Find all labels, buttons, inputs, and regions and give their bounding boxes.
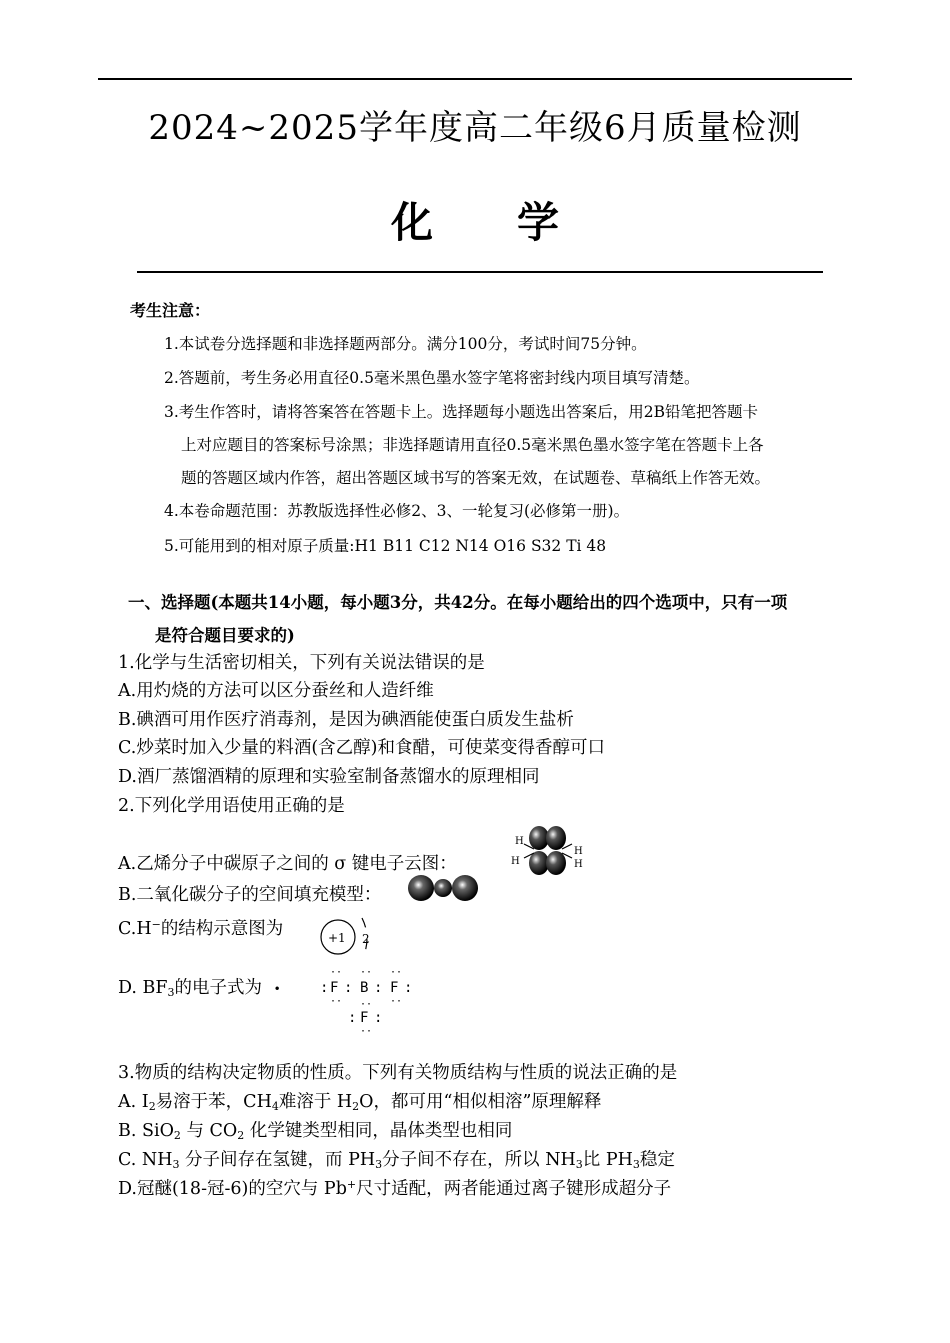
q2-option-a: A.乙烯分子中碳原子之间的 σ 键电子云图： <box>118 854 457 874</box>
q1-option-b: B.碘酒可用作医疗消毒剂，是因为碘酒能使蛋白质发生盐析 <box>118 710 574 730</box>
svg-text::: : <box>344 980 353 996</box>
exam-title: 2024~2025学年度高二年级6月质量检测 <box>148 108 802 148</box>
svg-text:F: F <box>330 980 339 996</box>
q1-option-a: A.用灼烧的方法可以区分蚕丝和人造纤维 <box>118 681 434 701</box>
q2-option-c: C.H−的结构示意图为 <box>118 918 284 939</box>
note-item: 5.可能用到的相对原子质量:H1 B11 C12 N14 O16 S32 Ti 48 <box>164 537 607 555</box>
top-rule <box>98 78 852 80</box>
note-item: 4.本卷命题范围：苏教版选择性必修2、3、一轮复习(必修第一册)。 <box>164 502 630 520</box>
svg-text:··: ·· <box>360 999 373 1010</box>
svg-text:··: ·· <box>330 996 343 1007</box>
orbital-lobe <box>546 826 566 850</box>
subject-rule <box>137 271 823 273</box>
svg-text:··: ·· <box>390 996 403 1007</box>
note-item: 1.本试卷分选择题和非选择题两部分。满分100分，考试时间75分钟。 <box>164 335 647 353</box>
orbital-lobe <box>546 851 566 875</box>
q3-option-d: D.冠醚(18-冠-6)的空穴与 Pb+尺寸适配，两者能通过离子键形成超分子 <box>118 1178 672 1199</box>
sigma-bond-cloud-image <box>508 822 588 882</box>
note-item: 2.答题前，考生务必用直径0.5毫米黑色墨水签字笔将密封线内项目填写清楚。 <box>164 369 700 387</box>
svg-text:··: ·· <box>390 967 403 978</box>
svg-text:F: F <box>360 1010 369 1026</box>
note-item: 上对应题目的答案标号涂黑；非选择题请用直径0.5毫米黑色墨水签字笔在答题卡上各 <box>181 436 764 454</box>
q1-option-c: C.炒菜时加入少量的料酒(含乙醇)和食醋，可使菜变得香醇可口 <box>118 738 605 758</box>
svg-text::: : <box>404 980 413 996</box>
h-label: H <box>511 856 520 867</box>
section-heading: 一、选择题(本题共14小题，每小题3分，共42分。在每小题给出的四个选项中，只有一项 <box>128 593 788 612</box>
h-ion-structure-diagram <box>316 915 382 965</box>
oxygen-atom <box>452 875 478 901</box>
q3-stem: 3.物质的结构决定物质的性质。下列有关物质结构与性质的说法正确的是 <box>118 1063 678 1083</box>
q2-stem: 2.下列化学用语使用正确的是 <box>118 796 345 816</box>
co2-space-filling-model <box>406 873 480 905</box>
svg-text:F: F <box>390 980 399 996</box>
bf3-lewis-structure <box>316 964 420 1036</box>
svg-text:B: B <box>360 980 369 996</box>
carbon-atom <box>434 879 452 897</box>
q3-option-b: B. SiO$_2$ 与 $CO_2$ 化学键类型相同，晶体类型也相同 <box>118 1121 513 1142</box>
nucleus-charge: +1 <box>328 931 346 945</box>
oxygen-atom <box>408 875 434 901</box>
h-label: H <box>574 846 583 857</box>
h-label: H <box>515 836 524 847</box>
note-item: 3.考生作答时，请将答案答在答题卡上。选择题每小题选出答案后，用2B铅笔把答题卡 <box>164 403 759 421</box>
note-item: 题的答题区域内作答，超出答题区域书写的答案无效，在试题卷、草稿纸上作答无效。 <box>181 469 771 487</box>
q1-option-d: D.酒厂蒸馏酒精的原理和实验室制备蒸馏水的原理相同 <box>118 767 540 787</box>
shell-electrons: 2 <box>362 932 370 946</box>
subject-title: 化 学 <box>390 198 559 247</box>
h-label: H <box>574 859 583 870</box>
svg-text:··: ·· <box>360 1026 373 1036</box>
svg-text:··: ·· <box>360 967 373 978</box>
q2-option-d: D. $BF_3$的电子式为 • <box>118 978 281 999</box>
section-heading-cont: 是符合题目要求的) <box>155 626 295 645</box>
svg-text::: : <box>374 980 383 996</box>
svg-text::: : <box>374 1010 383 1026</box>
svg-text::: : <box>348 1010 357 1026</box>
svg-text::: : <box>320 980 329 996</box>
q1-stem: 1.化学与生活密切相关，下列有关说法错误的是 <box>118 653 485 673</box>
q3-option-a: A. $I_2$易溶于苯，$CH_4$难溶于 $H_2O$，都可用“相似相溶”原理解释 <box>118 1092 602 1113</box>
q2-option-b: B.二氧化碳分子的空间填充模型： <box>118 885 382 905</box>
notes-heading: 考生注意： <box>130 301 211 320</box>
svg-text:··: ·· <box>330 967 343 978</box>
q3-option-c: C. $NH_3$ 分子间存在氢键，而 $PH_3$分子间不存在，所以 $NH_3$比 $PH_3$稳定 <box>118 1150 675 1171</box>
